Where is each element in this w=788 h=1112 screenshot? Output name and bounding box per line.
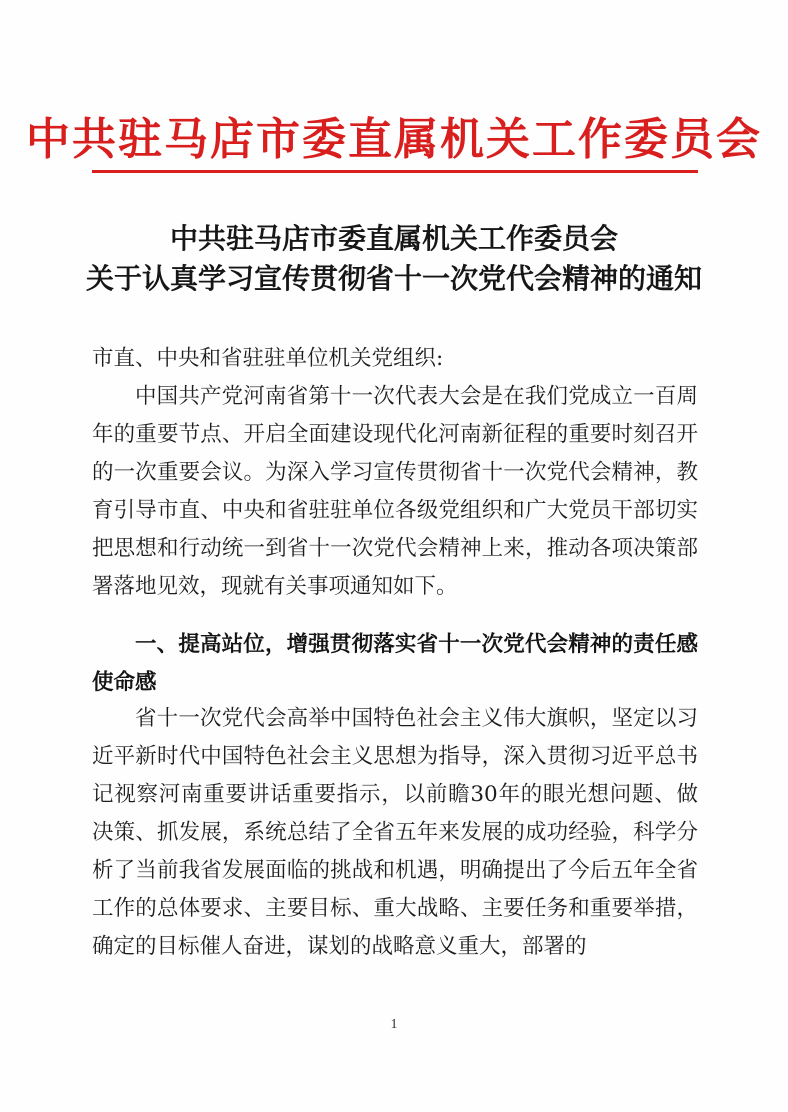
document-title-line-2: 关于认真学习宣传贯彻省十一次党代会精神的通知: [85, 262, 702, 295]
letterhead-divider: [92, 170, 698, 173]
body-paragraph: 中国共产党河南省第十一次代表大会是在我们党成立一百周年的重要节点、开启全面建设现代化河南新征程的重要时刻召开的一次重要会议。为深入学习宣传贯彻省十一次党代会精神，教育引导市直、中央和省驻驻单位各级党组织和广大党员干部切实把思想和行动统一到省十一次党代会精神上来，推动各项决策部署落地见效，现就有关事项通知如下。: [92, 384, 698, 599]
section-heading: 一、提高站位，增强贯彻落实省十一次党代会精神的责任感使命感: [92, 632, 698, 695]
organization-letterhead: 中共驻马店市委直属机关工作委员会: [26, 114, 762, 165]
document-title-line-1: 中共驻马店市委直属机关工作委员会: [169, 222, 618, 255]
body-paragraph: 省十一次党代会高举中国特色社会主义伟大旗帜，坚定以习近平新时代中国特色社会主义思想为指导，深入贯彻习近平总书记视察河南重要讲话重要指示，以前瞻30年的眼光想问题、做决策、抓发展，系统总结了全省五年来发展的成功经验，科学分析了当前我省发展面临的挑战和机遇，明确提出了今后五年全省工作的总体要求、主要目标、重大战略、主要任务和重要举措，确定的目标催人奋进，谋划的战略意义重大，部署的: [92, 706, 698, 959]
salutation: 市直、中央和省驻驻单位机关党组织:: [92, 346, 444, 371]
page-number: 1: [390, 1017, 398, 1032]
